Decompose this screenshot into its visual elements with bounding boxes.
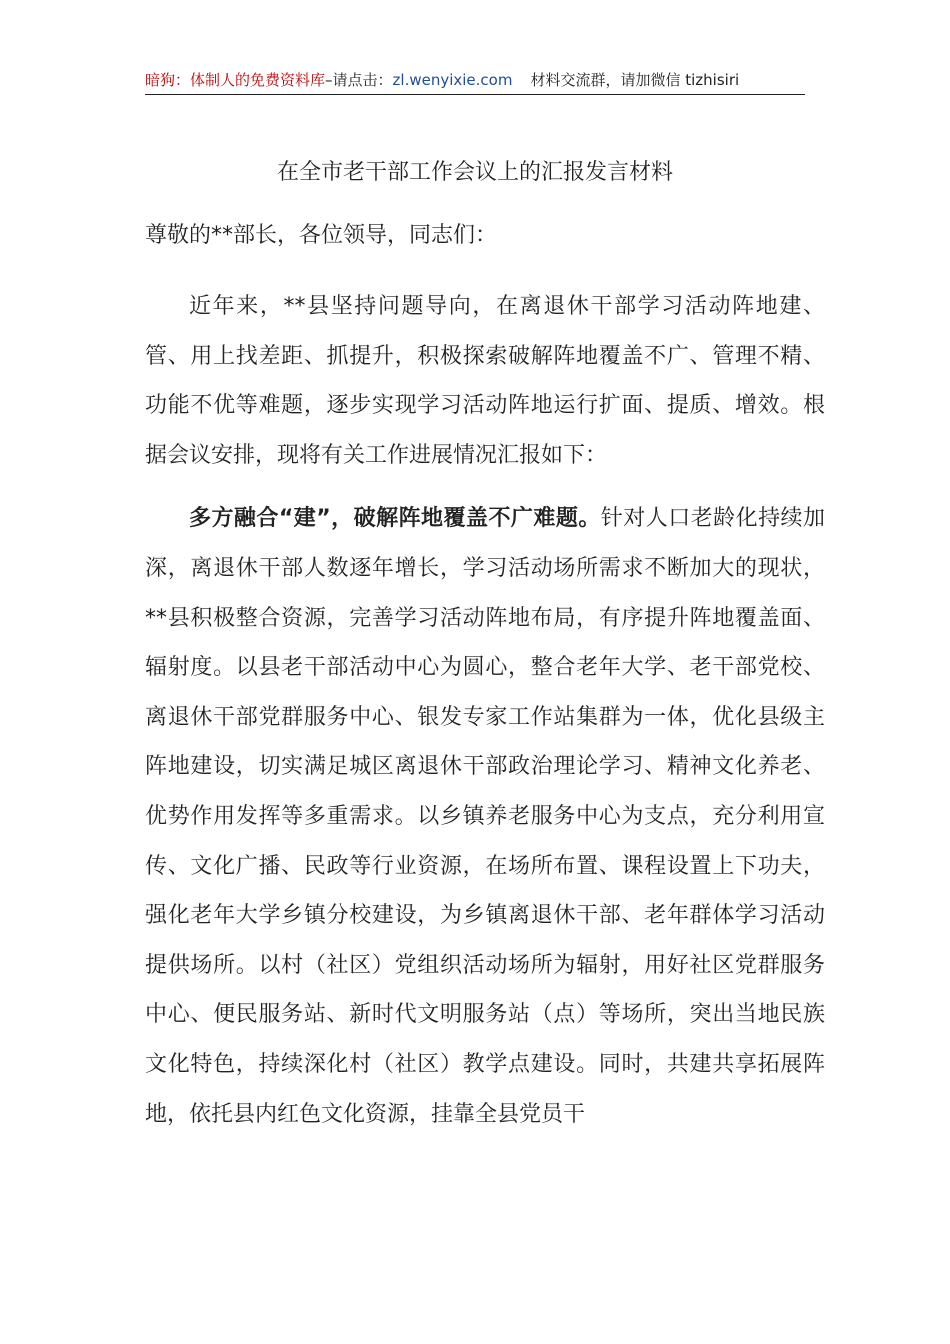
paragraph-section-1 [145, 494, 825, 1139]
document-salutation: 尊敬的**部长，各位领导，同志们： [145, 223, 498, 248]
section-1-heading: 多方融合“建”，破解阵地覆盖不广难题。 [189, 506, 601, 532]
page-header [145, 70, 805, 95]
header-click-prompt: –请点击： [325, 71, 393, 89]
document-title: 在全市老干部工作会议上的汇报发言材料 [276, 160, 673, 185]
header-url-link[interactable]: zl.wenyixie.com [392, 71, 513, 89]
section-1-body: 针对人口老龄化持续加深，离退休干部人数逐年增长，学习活动场所需求不断加大的现状，**县积极整合资源，完善学习活动阵地布局，有序提升阵地覆盖面、辐射度。以县老干部活动中心为圆心，整合老年大学、老干部党校、离退休干部党群服务中心、银发专家工作站集群为一体，优化县级主阵地建设，切实满足城区离退休干部政治理论学习、精神文化养老、优势作用发挥等多重需求。以乡镇养老服务中心为支点，充分利用宣传、文化广播、民政等行业资源，在场所布置、课程设置上下功夫，强化老年大学乡镇分校建设，为乡镇离退休干部、老年群体学习活动提供场所。以村（社区）党组织活动场所为辐射，用好社区党群服务中心、便民服务站、新时代文明服务站（点）等场所，突出当地民族文化特色，持续深化村（社区）教学点建设。同时，共建共享拓展阵地，依托县内红色文化资源，挂靠全县党员干 [145, 506, 825, 1127]
paragraph-intro: 近年来，**县坚持问题导向，在离退休干部学习活动阵地建、管、用上找差距、抓提升，积极探索破解阵地覆盖不广、管理不精、功能不优等难题，逐步实现学习活动阵地运行扩面、提质、增效。根据会议安排，现将有关工作进展情况汇报如下： [145, 294, 825, 468]
header-group-text: 材料交流群，请加微信 tizhisiri [530, 71, 740, 89]
document-body [145, 282, 825, 1139]
header-brand: 暗狗：体制人的免费资料库 [145, 71, 326, 89]
